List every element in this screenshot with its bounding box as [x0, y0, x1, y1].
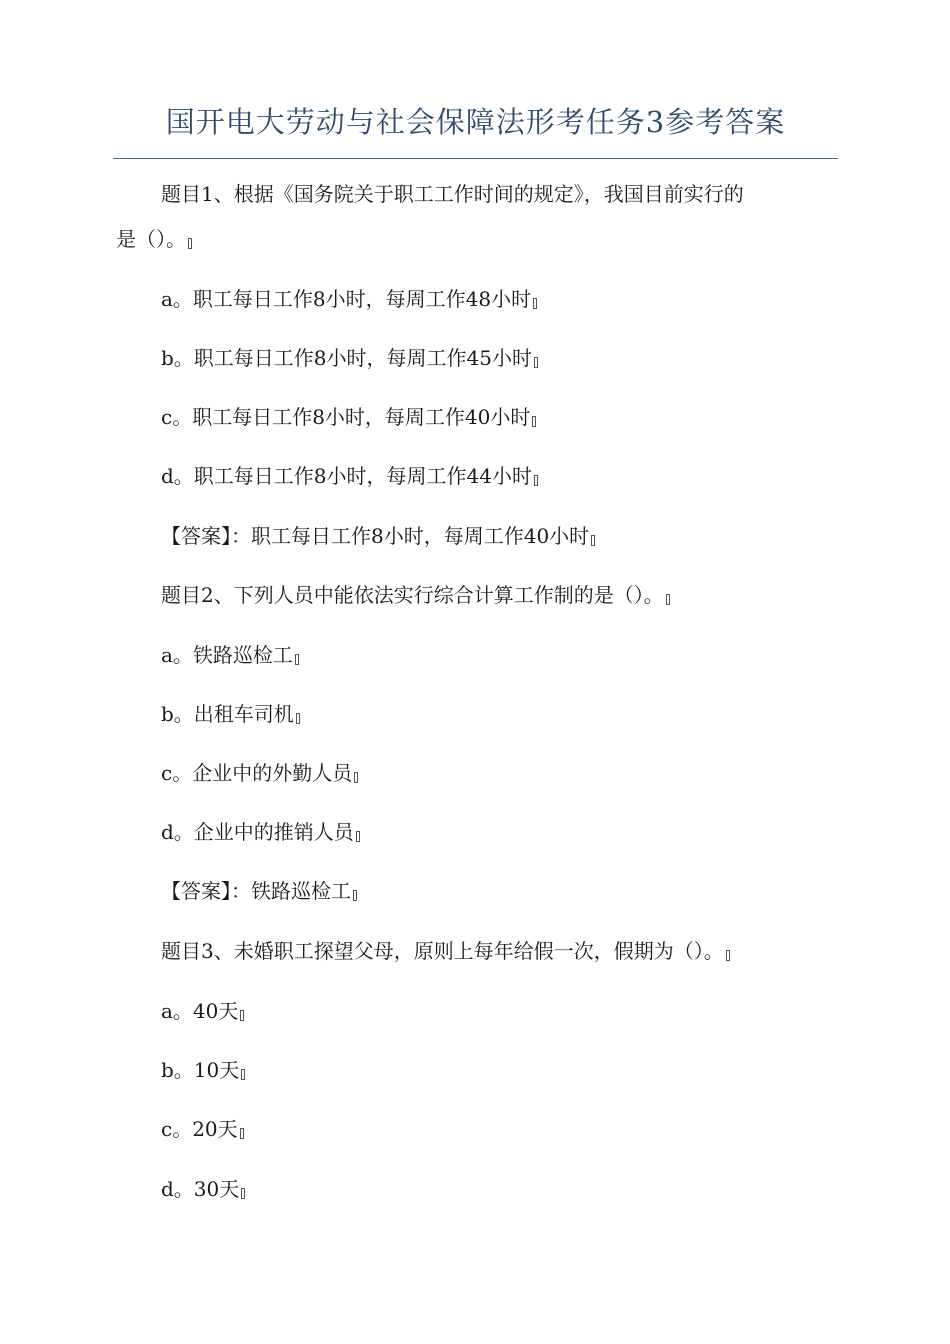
- question-1-answer: 【答案】：职工每日工作8小时，每周工作40小时: [161, 522, 595, 550]
- title-divider: [113, 158, 838, 159]
- question-1-option-d: d。职工每日工作8小时，每周工作44小时: [161, 462, 538, 490]
- paragraph-mark-icon: [240, 1128, 244, 1139]
- question-1-option-b: b。职工每日工作8小时，每周工作45小时: [161, 344, 538, 372]
- paragraph-mark-icon: [591, 535, 595, 546]
- question-2-answer: 【答案】：铁路巡检工: [161, 877, 357, 905]
- question-3-option-d: d。30天: [161, 1175, 245, 1203]
- question-3-option-b: b。10天: [161, 1056, 245, 1084]
- paragraph-mark-icon: [353, 890, 357, 901]
- question-2-option-c: c。企业中的外勤人员: [161, 759, 358, 787]
- paragraph-mark-icon: [666, 594, 670, 605]
- paragraph-mark-icon: [296, 713, 300, 724]
- question-3-option-c: c。20天: [161, 1115, 244, 1143]
- paragraph-mark-icon: [356, 831, 360, 842]
- paragraph-mark-icon: [354, 772, 358, 783]
- paragraph-mark-icon: [534, 357, 538, 368]
- question-1-stem-line-2: 是（）。: [116, 225, 192, 253]
- question-2-option-b: b。出租车司机: [161, 700, 300, 728]
- document-title: 国开电大劳动与社会保障法形考任务3参考答案: [165, 105, 786, 139]
- paragraph-mark-icon: [534, 475, 538, 486]
- paragraph-mark-icon: [240, 1010, 244, 1021]
- paragraph-mark-icon: [726, 950, 730, 961]
- question-1-option-a: a。职工每日工作8小时，每周工作48小时: [161, 285, 537, 313]
- question-2-option-a: a。铁路巡检工: [161, 641, 299, 669]
- question-2-option-d: d。企业中的推销人员: [161, 818, 360, 846]
- question-1-stem-line-1: 题目1、根据《国务院关于职工工作时间的规定》，我国目前实行的: [161, 182, 744, 206]
- paragraph-mark-icon: [188, 238, 192, 249]
- paragraph-mark-icon: [533, 298, 537, 309]
- paragraph-mark-icon: [532, 416, 536, 427]
- paragraph-mark-icon: [241, 1188, 245, 1199]
- paragraph-mark-icon: [241, 1069, 245, 1080]
- question-1-option-c: c。职工每日工作8小时，每周工作40小时: [161, 403, 536, 431]
- paragraph-mark-icon: [295, 654, 299, 665]
- question-2-stem: 题目2、下列人员中能依法实行综合计算工作制的是（）。: [161, 581, 670, 609]
- question-3-option-a: a。40天: [161, 997, 244, 1025]
- question-3-stem: 题目3、未婚职工探望父母，原则上每年给假一次，假期为（）。: [161, 937, 730, 965]
